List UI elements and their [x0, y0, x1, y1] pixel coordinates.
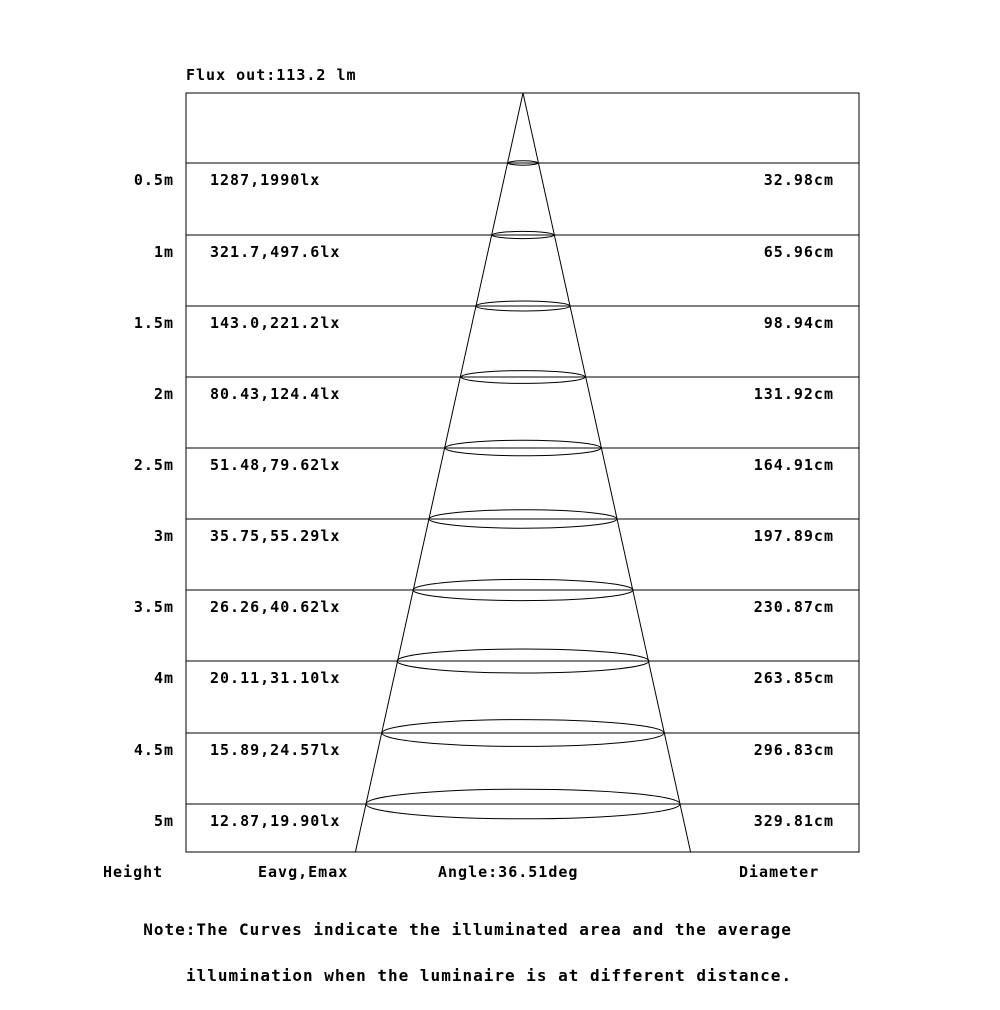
row-height-label: 5m — [153, 812, 174, 830]
row-height-label: 3m — [153, 527, 174, 545]
note-line-2: illumination when the luminaire is at different distance. — [186, 966, 793, 985]
height-column-label: Height — [103, 863, 164, 881]
row-diameter-value: 98.94cm — [763, 314, 834, 332]
row-diameter-value: 131.92cm — [753, 385, 834, 403]
row-diameter-value: 329.81cm — [753, 812, 834, 830]
row-lux-value: 321.7,497.6lx — [210, 243, 341, 261]
row-height-label: 4m — [153, 669, 174, 687]
row-lux-value: 12.87,19.90lx — [210, 812, 341, 830]
diameter-column-label: Diameter — [739, 863, 820, 881]
row-lux-value: 20.11,31.10lx — [210, 669, 341, 687]
note-line-1: Note:The Curves indicate the illuminated area and the average — [143, 920, 792, 939]
row-diameter-value: 296.83cm — [753, 741, 834, 759]
row-diameter-value: 65.96cm — [763, 243, 834, 261]
row-height-label: 2.5m — [133, 456, 174, 474]
row-lux-value: 80.43,124.4lx — [210, 385, 341, 403]
row-height-label: 0.5m — [133, 171, 174, 189]
beam-angle-label: Angle:36.51deg — [438, 863, 579, 881]
cone-left-edge — [355, 93, 523, 852]
row-lux-value: 1287,1990lx — [210, 171, 321, 189]
row-lux-value: 51.48,79.62lx — [210, 456, 341, 474]
row-lux-value: 143.0,221.2lx — [210, 314, 341, 332]
row-height-label: 3.5m — [133, 598, 174, 616]
row-height-label: 4.5m — [133, 741, 174, 759]
row-diameter-value: 197.89cm — [753, 527, 834, 545]
row-diameter-value: 263.85cm — [753, 669, 834, 687]
row-diameter-value: 230.87cm — [753, 598, 834, 616]
beam-ellipses — [366, 161, 680, 819]
row-lux-value: 26.26,40.62lx — [210, 598, 341, 616]
row-height-label: 1.5m — [133, 314, 174, 332]
lux-column-label: Eavg,Emax — [258, 863, 349, 881]
row-height-label: 1m — [153, 243, 174, 261]
row-height-label: 2m — [153, 385, 174, 403]
row-diameter-value: 164.91cm — [753, 456, 834, 474]
row-lux-value: 15.89,24.57lx — [210, 741, 341, 759]
note-text — [122, 895, 942, 1010]
row-lux-value: 35.75,55.29lx — [210, 527, 341, 545]
row-diameter-value: 32.98cm — [763, 171, 834, 189]
flux-out-label: Flux out:113.2 lm — [186, 66, 357, 84]
